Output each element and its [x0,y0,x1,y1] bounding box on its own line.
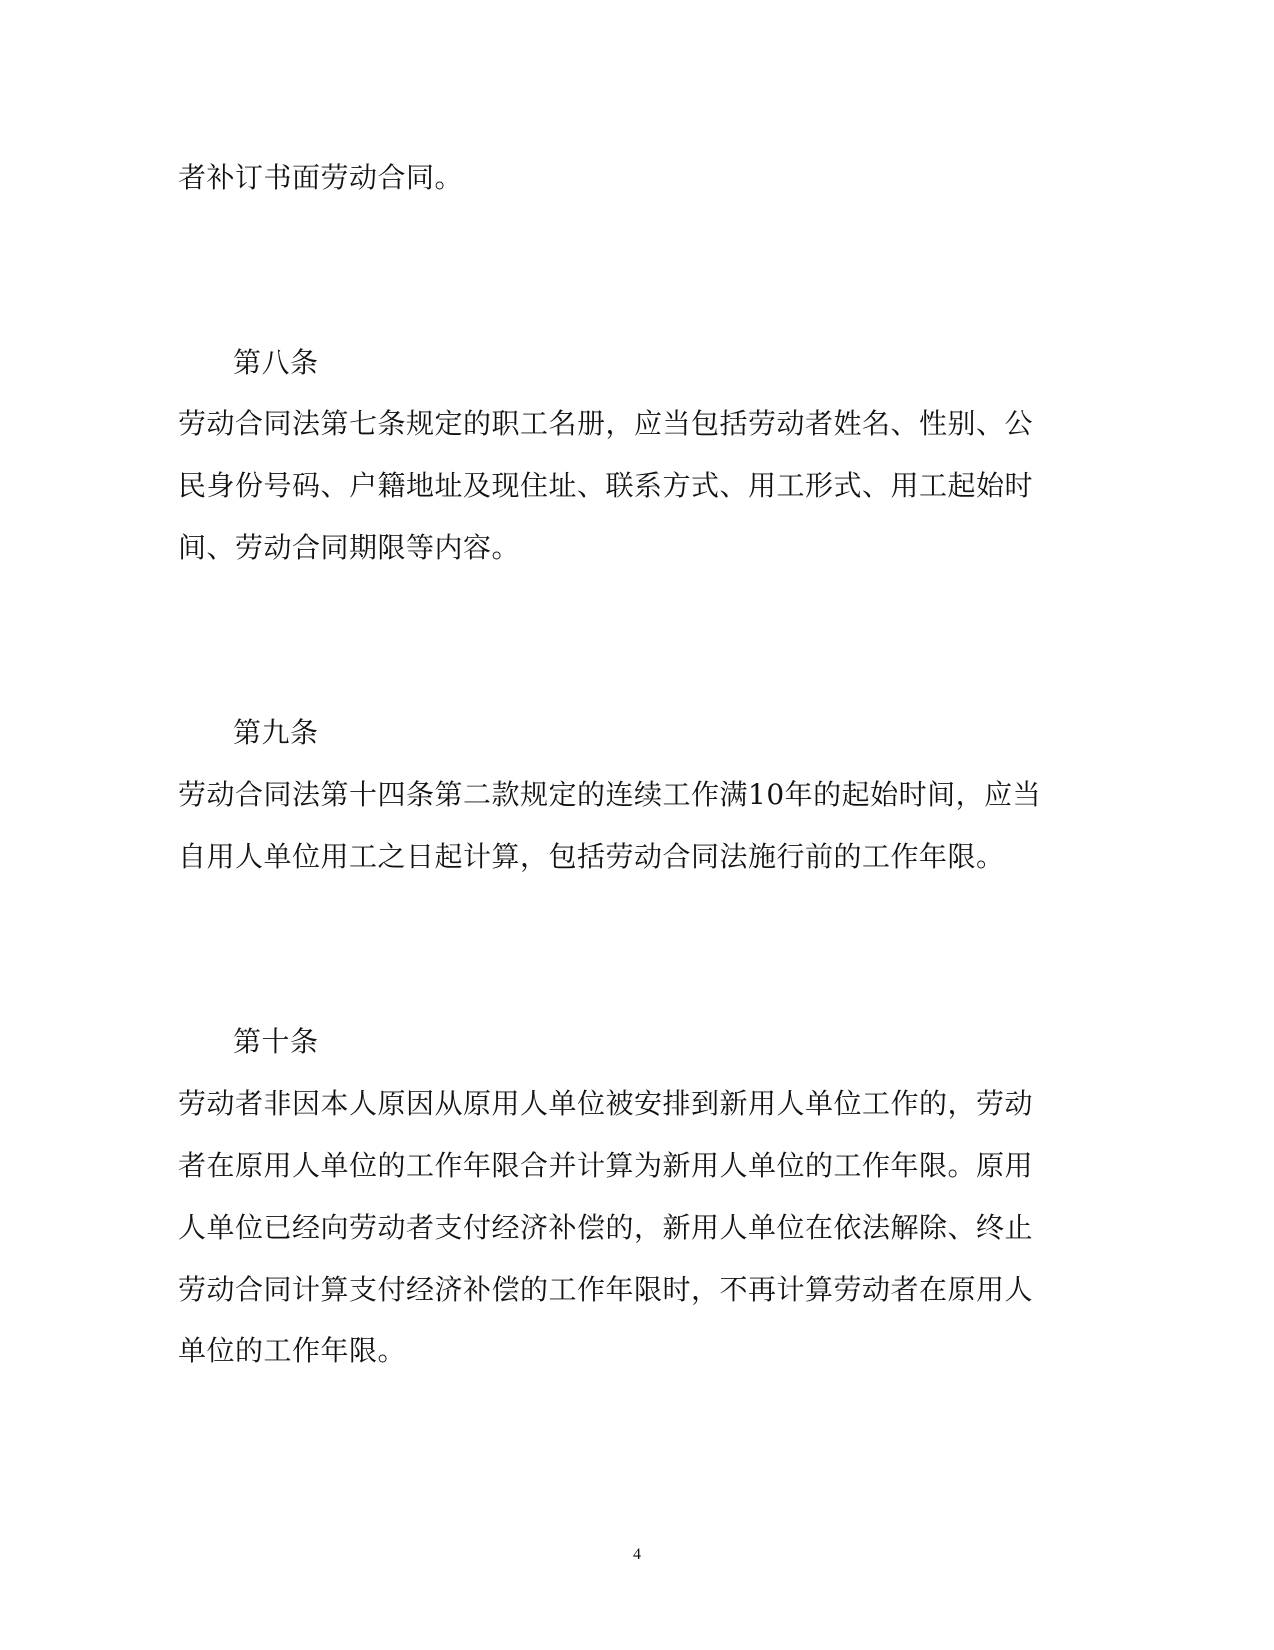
article-8-line-3: 间、劳动合同期限等内容。 [178,531,521,564]
article-8-heading: 第八条 [233,346,319,379]
article-8-line-2: 民身份号码、户籍地址及现住址、联系方式、用工形式、用工起始时 [178,469,1034,502]
article-10-line-5: 单位的工作年限。 [178,1334,407,1367]
article-10-line-4: 劳动合同计算支付经济补偿的工作年限时，不再计算劳动者在原用人 [178,1273,1034,1306]
paragraph-line: 者补订书面劳动合同。 [178,161,464,194]
article-10-line-1: 劳动者非因本人原因从原用人单位被安排到新用人单位工作的，劳动 [178,1087,1034,1120]
article-10-line-3: 人单位已经向劳动者支付经济补偿的，新用人单位在依法解除、终止 [178,1211,1034,1244]
article-8-line-1: 劳动合同法第七条规定的职工名册，应当包括劳动者姓名、性别、公 [178,407,1034,440]
article-10-heading: 第十条 [233,1025,319,1058]
page-number: 4 [633,1546,641,1563]
article-9-line-1: 劳动合同法第十四条第二款规定的连续工作满10年的起始时间，应当 [178,778,1042,811]
article-10-line-2: 者在原用人单位的工作年限合并计算为新用人单位的工作年限。原用 [178,1149,1034,1182]
article-9-line-2: 自用人单位用工之日起计算，包括劳动合同法施行前的工作年限。 [178,840,1005,873]
article-9-heading: 第九条 [233,716,319,749]
